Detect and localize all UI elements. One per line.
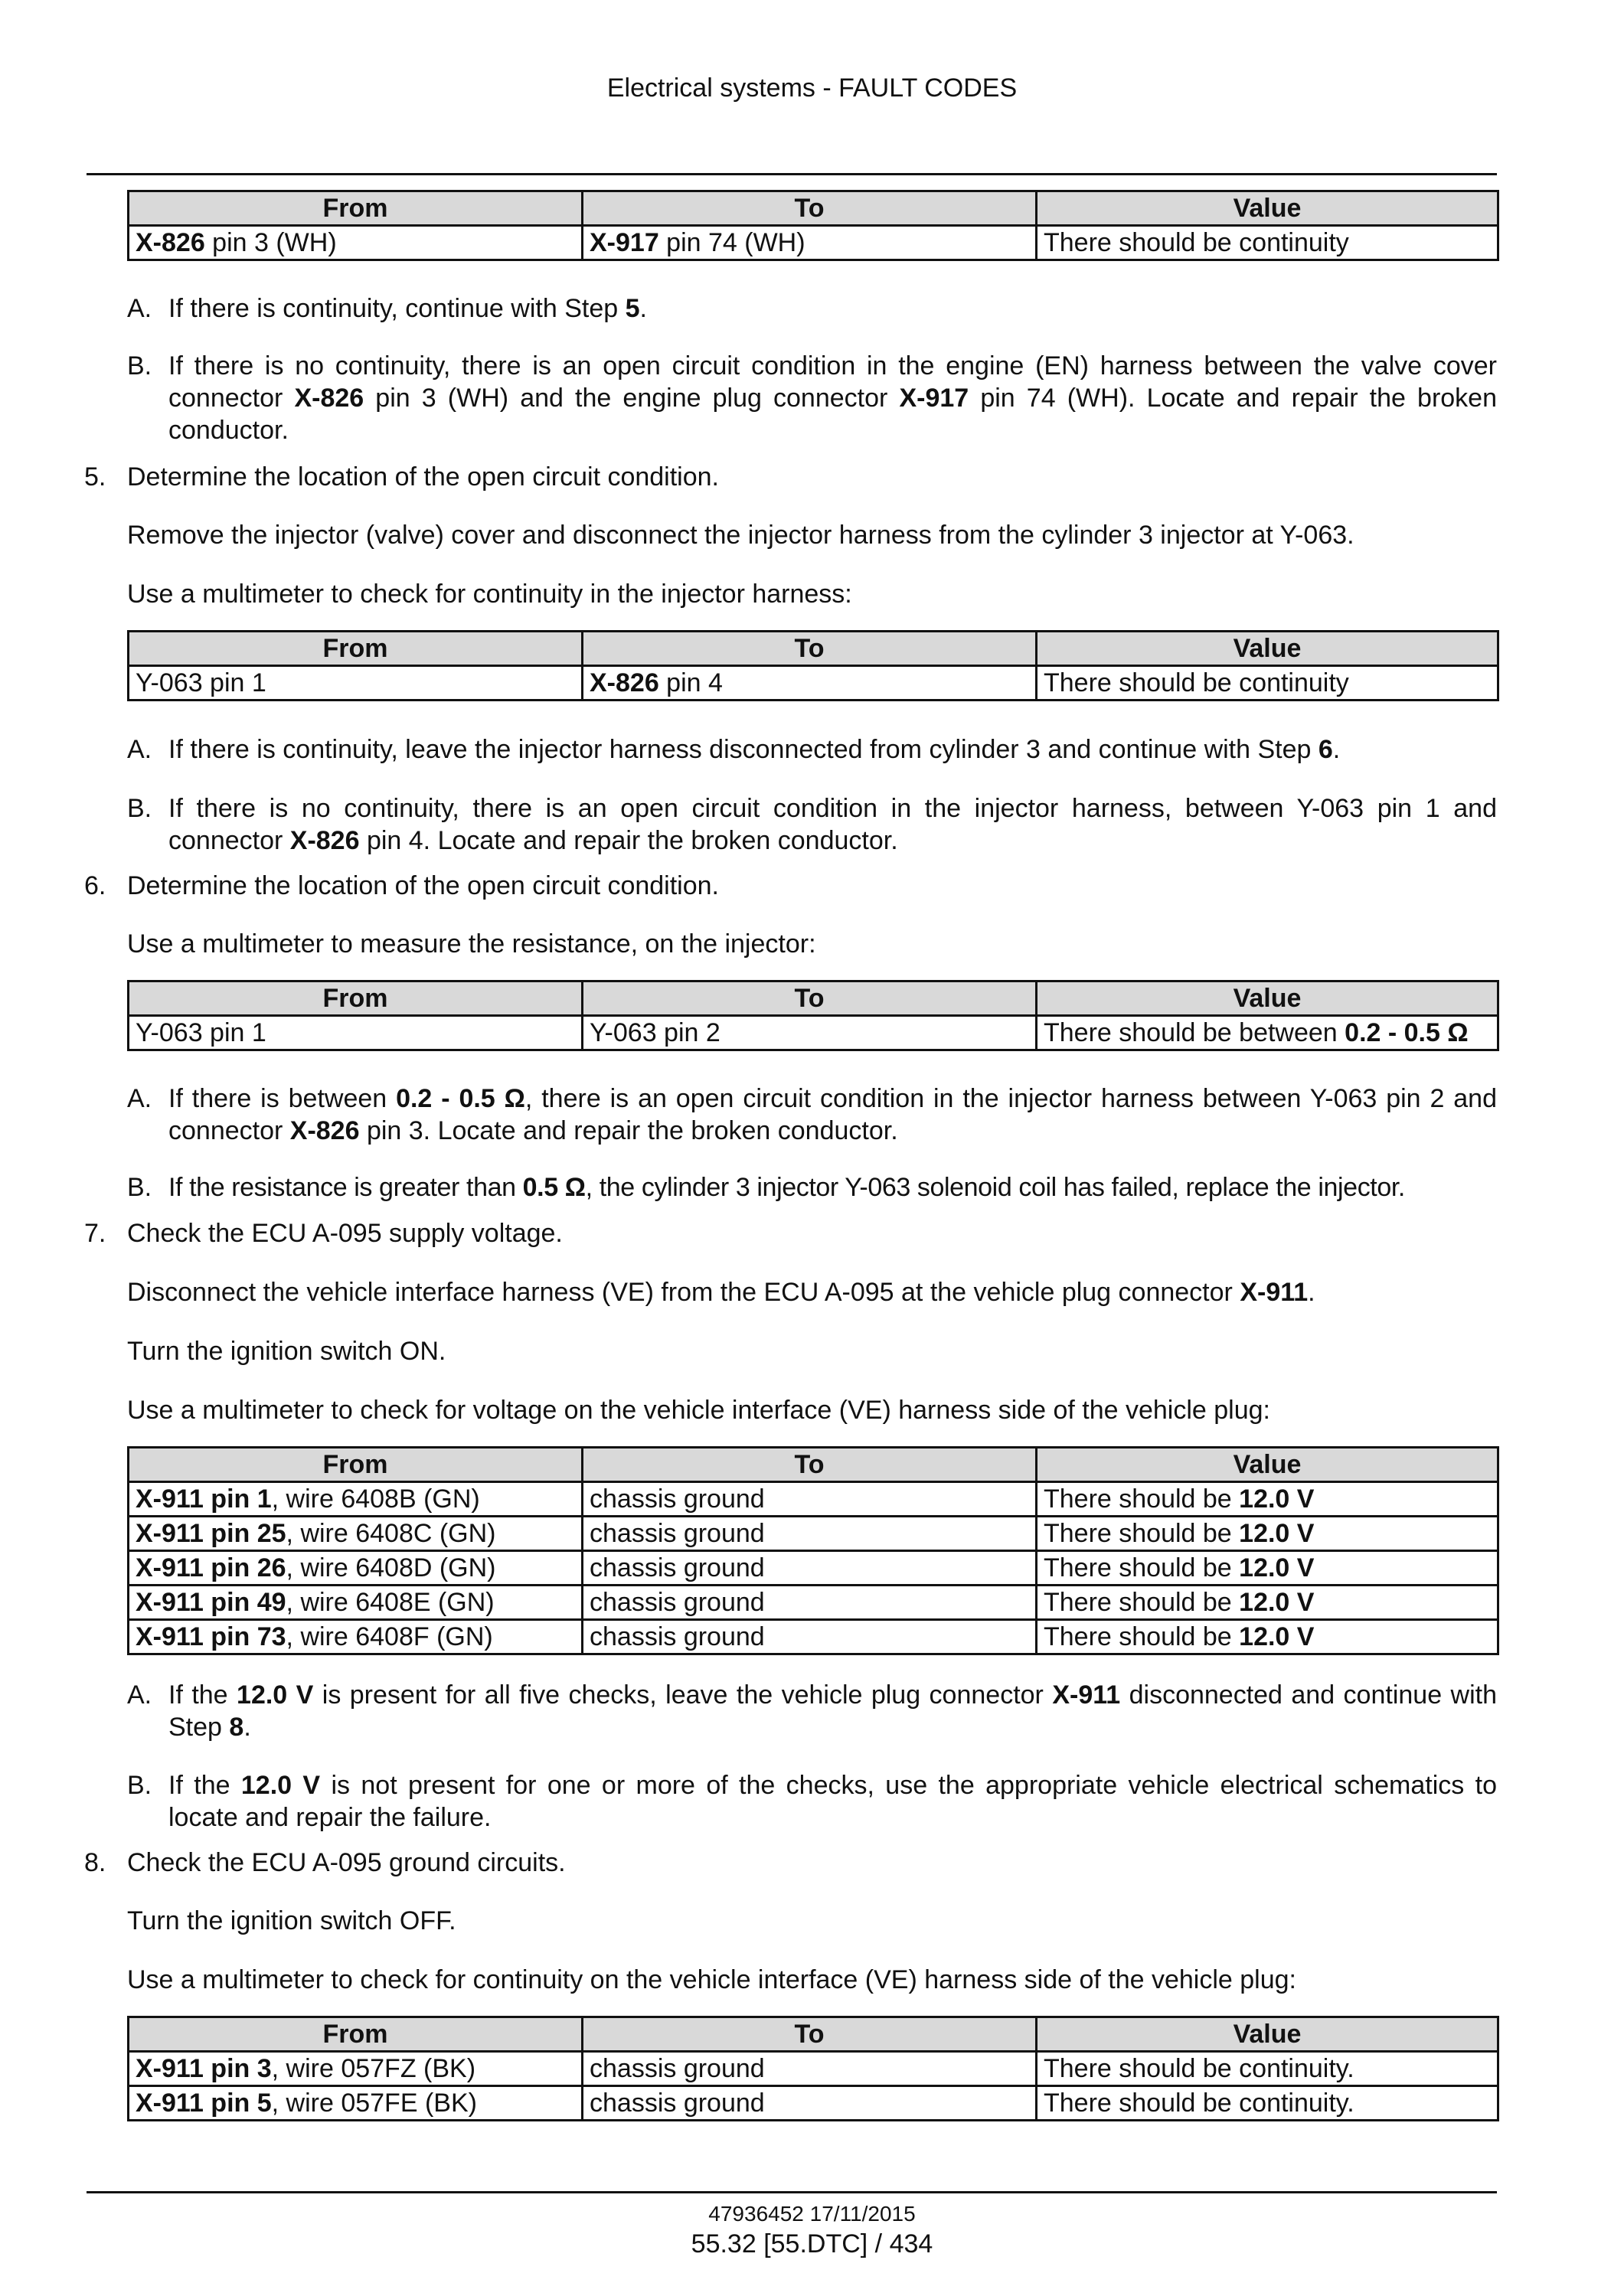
cell-from: X-911 pin 73, wire 6408F (GN) [129,1620,583,1654]
table-row [129,1016,1498,1050]
cell-from: X-911 pin 5, wire 057FE (BK) [129,2086,583,2121]
option-label: B. [127,351,152,380]
option-text: If the resistance is greater than 0.5 Ω, the cylinder 3 injector Y-063 solenoid coil has failed, replace the injector. [168,1173,1405,1202]
step5-instruction-1: Remove the injector (valve) cover and disconnect the injector harness from the cylinder 3 injector at Y-063. [127,521,1354,550]
step-text: Determine the location of the open circuit condition. [127,871,720,900]
cell-value: There should be continuity. [1037,2086,1498,2121]
column-header-to: To [583,191,1037,226]
table-header-row [129,1448,1498,1482]
column-header-value: Value [1037,2017,1498,2052]
option-text: If there is continuity, continue with Step 5. [168,294,647,323]
cell-to: X-826 pin 4 [583,666,1037,701]
header-rule [87,173,1497,175]
step7-instruction-3: Use a multimeter to check for voltage on the vehicle interface (VE) harness side of the vehicle plug: [127,1396,1270,1425]
cell-value: There should be 12.0 V [1037,1620,1498,1654]
table-row [129,1517,1498,1551]
option-text: If the 12.0 V is present for all five checks, leave the vehicle plug connector X-911 disconnected and continue with Step 8. [168,1680,1497,1742]
column-header-from: From [129,191,583,226]
step5-instruction-2: Use a multimeter to check for continuity in the injector harness: [127,580,852,609]
cell-to: chassis ground [583,2086,1037,2121]
table-header-row [129,632,1498,666]
column-header-to: To [583,981,1037,1016]
cell-value: There should be 12.0 V [1037,1551,1498,1586]
cell-value: There should be continuity [1037,226,1498,260]
step-number: 5. [84,462,106,492]
option-text: If there is continuity, leave the injector harness disconnected from cylinder 3 and continue with Step 6. [168,735,1341,764]
table-row [129,666,1498,701]
table-row [129,2052,1498,2086]
page-header-title: Electrical systems - FAULT CODES [606,73,1018,103]
cell-to: Y-063 pin 2 [583,1016,1037,1050]
option-label: B. [127,1173,152,1202]
cell-to: X-917 pin 74 (WH) [583,226,1037,260]
option-text: If the 12.0 V is not present for one or more of the checks, use the appropriate vehicle electrical schematics to locate and repair the failure. [168,1771,1497,1832]
step4-option-b [127,350,1497,446]
step-text: Determine the location of the open circuit condition. [127,462,720,492]
option-label: A. [127,1680,152,1710]
table-row [129,2086,1498,2121]
cell-to: chassis ground [583,1551,1037,1586]
cell-to: chassis ground [583,1517,1037,1551]
cell-to: chassis ground [583,1620,1037,1654]
column-header-from: From [129,2017,583,2052]
step7-instruction-2: Turn the ignition switch ON. [127,1337,446,1366]
option-text: If there is between 0.2 - 0.5 Ω, there is an open circuit condition in the injector harness between Y-063 pin 2 and connector X-826 pin 3. Locate and repair the broken conductor. [168,1084,1498,1145]
column-header-from: From [129,1448,583,1482]
step7-instruction-1: Disconnect the vehicle interface harness (VE) from the ECU A-095 at the vehicle plug connector X-911. [127,1278,1315,1307]
step-text: Check the ECU A-095 supply voltage. [127,1219,563,1248]
step4-option-a [127,292,1497,325]
step8-instruction-1: Turn the ignition switch OFF. [127,1906,456,1935]
option-label: A. [127,1084,152,1113]
option-label: B. [127,794,152,823]
cell-to: chassis ground [583,1482,1037,1517]
table-row [129,226,1498,260]
table-header-row [129,191,1498,226]
footer-page-number: 55.32 [55.DTC] / 434 [691,2229,933,2258]
column-header-value: Value [1037,981,1498,1016]
step6-instruction-1: Use a multimeter to measure the resistance, on the injector: [127,929,816,959]
cell-to: chassis ground [583,2052,1037,2086]
option-text: If there is no continuity, there is an open circuit condition in the injector harness, between Y-063 pin 1 and connector X-826 pin 4. Locate and repair the broken conductor. [168,794,1497,855]
step5-option-b [127,792,1497,857]
table-row [129,1551,1498,1586]
column-header-value: Value [1037,632,1498,666]
option-text: If there is no continuity, there is an open circuit condition in the engine (EN) harness between the valve cover connector X-826 pin 3 (WH) and the engine plug connector X-917 pin 74 (WH). Locate and repair the broken conductor. [168,351,1497,445]
table-row [129,1482,1498,1517]
cell-value: There should be 12.0 V [1037,1482,1498,1517]
option-label: A. [127,735,152,764]
table-header-row [129,981,1498,1016]
step5-option-a [127,733,1497,766]
step-number: 7. [84,1219,106,1248]
cell-from: Y-063 pin 1 [129,1016,583,1050]
cell-from: X-911 pin 1, wire 6408B (GN) [129,1482,583,1517]
cell-value: There should be continuity [1037,666,1498,701]
column-header-from: From [129,632,583,666]
ground-continuity-table-x911 [127,2016,1499,2121]
cell-value: There should be 12.0 V [1037,1517,1498,1551]
step6-option-b [127,1171,1497,1204]
cell-from: X-911 pin 49, wire 6408E (GN) [129,1586,583,1620]
step-5 [84,461,1497,493]
cell-value: There should be 12.0 V [1037,1586,1498,1620]
column-header-to: To [583,632,1037,666]
step7-option-a [127,1679,1497,1743]
step-8 [84,1847,1497,1879]
option-label: A. [127,294,152,323]
continuity-table-x826-x917 [127,190,1499,261]
step8-instruction-2: Use a multimeter to check for continuity on the vehicle interface (VE) harness side of the vehicle plug: [127,1965,1296,1994]
cell-from: X-911 pin 26, wire 6408D (GN) [129,1551,583,1586]
table-row [129,1620,1498,1654]
column-header-value: Value [1037,191,1498,226]
step-number: 8. [84,1848,106,1877]
step-number: 6. [84,871,106,900]
continuity-table-y063-x826 [127,630,1499,701]
cell-value: There should be continuity. [1037,2052,1498,2086]
cell-value: There should be between 0.2 - 0.5 Ω [1037,1016,1498,1050]
column-header-to: To [583,2017,1037,2052]
table-header-row [129,2017,1498,2052]
step7-option-b [127,1769,1497,1834]
column-header-from: From [129,981,583,1016]
cell-from: Y-063 pin 1 [129,666,583,701]
table-row [129,1586,1498,1620]
step-7 [84,1217,1497,1249]
column-header-to: To [583,1448,1037,1482]
column-header-value: Value [1037,1448,1498,1482]
cell-from: X-911 pin 25, wire 6408C (GN) [129,1517,583,1551]
resistance-table-y063 [127,980,1499,1051]
step-text: Check the ECU A-095 ground circuits. [127,1848,566,1877]
footer-document-id: 47936452 17/11/2015 [708,2202,916,2226]
cell-from: X-826 pin 3 (WH) [129,226,583,260]
step6-option-a [127,1083,1497,1147]
footer-rule [87,2191,1497,2193]
voltage-table-x911 [127,1446,1499,1655]
cell-to: chassis ground [583,1586,1037,1620]
option-label: B. [127,1771,152,1800]
step-6 [84,870,1497,902]
cell-from: X-911 pin 3, wire 057FZ (BK) [129,2052,583,2086]
